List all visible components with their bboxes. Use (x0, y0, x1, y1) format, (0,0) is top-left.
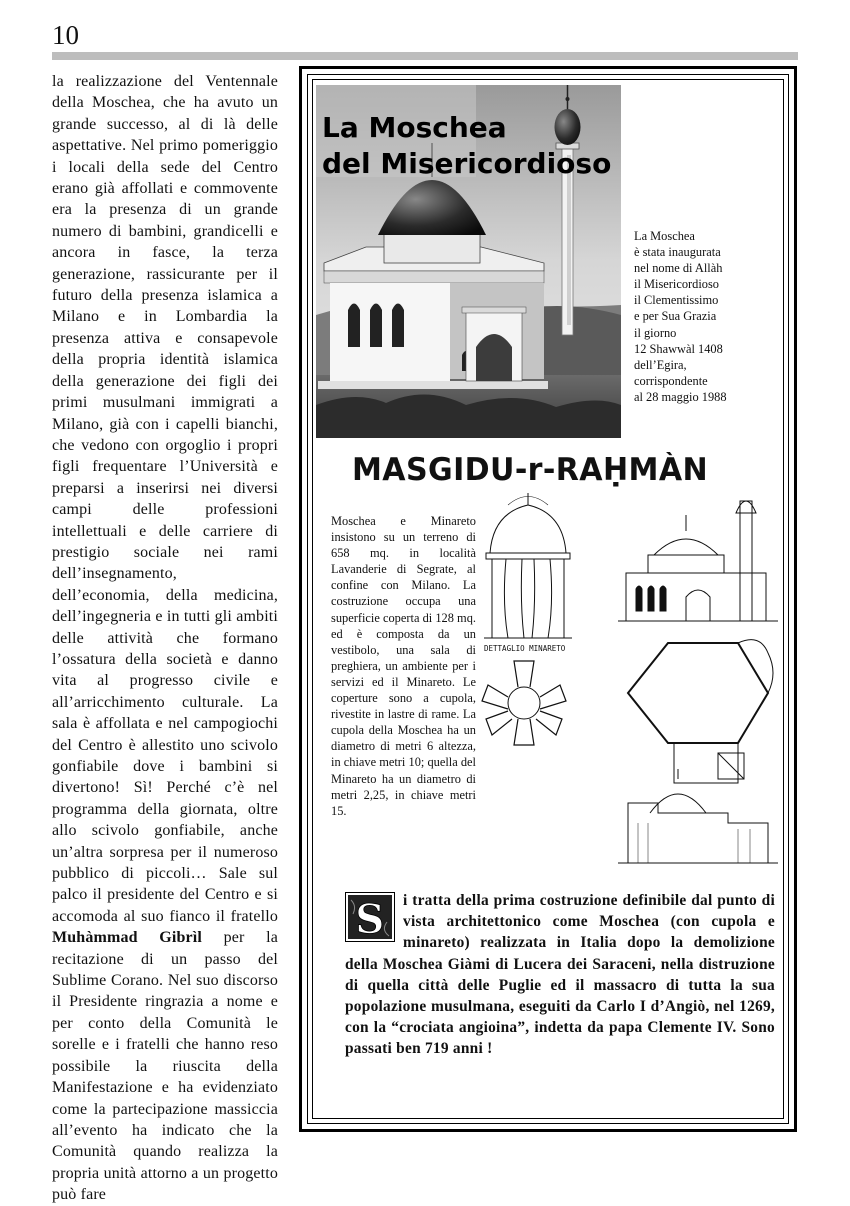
caption-line: 12 Shawwàl 1408 (634, 341, 723, 356)
photo-caption (634, 228, 784, 405)
architectural-drawings (478, 493, 788, 868)
left-column-text (52, 71, 278, 1206)
caption-line: La Moschea (634, 229, 695, 243)
highlight-paragraph (345, 890, 775, 1060)
caption-line: e per Sua Grazia (634, 309, 717, 324)
caption-line: il giorno (634, 325, 677, 340)
highlight-text: i tratta della prima costruzione definibile dal punto di vista architettonico come Moschea (con cupola e minareto) realizzata in Italia dopo la demolizione della Moschea Giàmi di Lucera dei Saraceni, nella distruzione di quella città delle Puglie ed il massacro di tutta la sua popolazione musulmana, eseguiti da Carlo I d’Angiò, nel 1269, con la “crociata angioina”, indetta da papa Clemente IV. Sono passati ben 719 anni ! (345, 892, 775, 1058)
caption-line: nel nome di Allàh (634, 261, 723, 276)
caption-line: il Misericordioso (634, 277, 720, 292)
caption-line: al 28 maggio 1988 (634, 389, 727, 404)
photo-title-line1: La Moschea (322, 111, 507, 144)
left-text-part1: la realizzazione del Ventennale della Moschea, che ha avuto un grande successo, al di là delle aspettative. Nel primo pomeriggio i locali della sede del Centro erano già affollati e commovente era la presenza di un grande numero di bambini, grandicelli e ancora in fasce, la terza generazione, rassicurante per il futuro della presenza islamica a Milano e in Lombardia la presenza attiva e consapevole della propria identità islamica della generazione dei figli dei primi musulmani immigrati a Milano, già con i capelli bianchi, che vedono con orgoglio i propri figli frequentare l’Università e preparsi a inserirsi nei diversi campi delle professioni intellettuali e delle carriere di prestigio sociale nei rami dell’insegnamento, dell’economia, della medicina, dell’ingegneria e in tutti gli ambiti delle attività che formano l’ossatura della società e danno vita al progresso civile e all’arricchimento culturale. La sala è affollata e nel campogiochi del Centro è allestito uno scivolo gonfiabile dove i bambini si divertono! Sì! Perché c’è nel programma della giornata, oltre allo scivolo gonfiabile, anche un’altra sorpresa per il numeroso pubblico di piccoli… Sale sul palco il presidente del Centro e si accomoda al suo fianco il fratello (52, 73, 278, 925)
caption-line: corrispondente (634, 373, 708, 388)
mosque-photo (316, 85, 621, 438)
caption-line: dell’Egira, (634, 357, 687, 372)
left-text-part2: per la recitazione di un passo del Sublime Corano. Nel suo discorso il Presidente ringrazia a nome e per conto della Comunità le sorelle e i fratelli che hanno reso possibile la riuscita della Manifestazione e ha evidenziato come la partecipazione massiccia all’evento ha indicato che la Comunità quando realizza la propria unità attorno a un progetto può fare (52, 929, 279, 1204)
dropcap-letter: S (355, 896, 385, 942)
section-title: MASGIDU-r-RAḤMÀN (352, 452, 709, 488)
caption-line: il Clementissimo (634, 293, 719, 308)
caption-line: è stata inaugurata (634, 245, 721, 260)
header-rule (52, 52, 798, 60)
page-number: 10 (52, 20, 79, 50)
bold-name: Muhàmmad Gibrìl (52, 929, 202, 947)
description-text: Moschea e Minareto insistono su un terreno di 658 mq. in località Lavanderie di Segrate, al confine con Milano. La costruzione occupa una superficie coperta di 128 mq. ed è composta da un vestibolo, una sala di preghiera, un ambiente per i servizi ed il Minareto. Le coperture sono a cupola, rivestite in lastre di rame. La cupola della Moschea ha un diametro di metri 6 altezza, in chiave metri 10; quella del Minareto ha un diametro di metri 2,25, in chiave metri 15. (331, 514, 476, 818)
photo-title-line2: del Misericordioso (322, 147, 612, 180)
drawing-label: DETTAGLIO MINARETO (484, 644, 566, 653)
dropcap-initial (345, 892, 395, 942)
